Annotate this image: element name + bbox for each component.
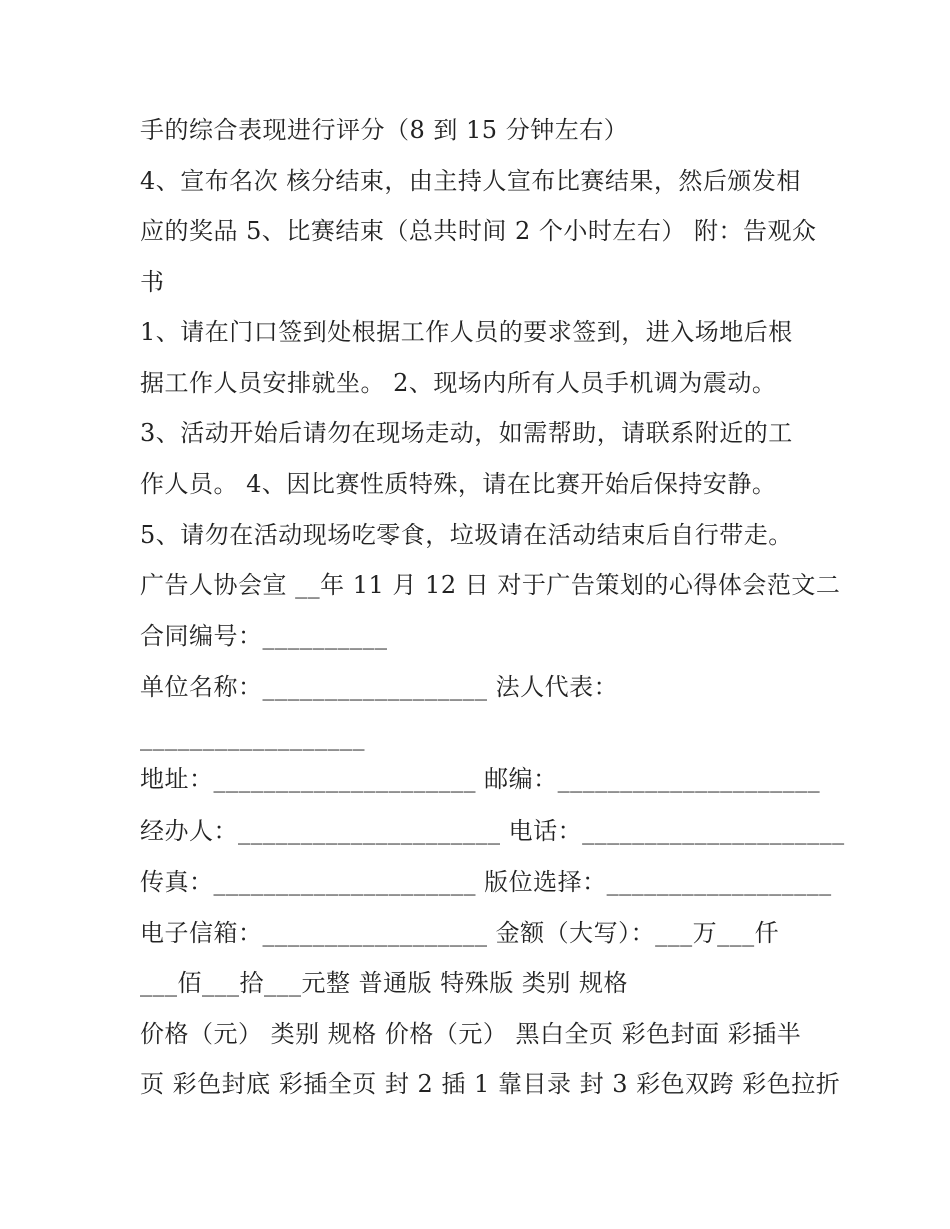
text-line: 传真：_____________________ 版位选择：__________________ xyxy=(140,868,832,896)
text-line: 4、宣布名次 核分结束，由主持人宣布比赛结果，然后颁发相 xyxy=(140,167,801,195)
text-line: 合同编号：__________ xyxy=(140,622,388,650)
text-line: 电子信箱：__________________ 金额（大写）：___万___仟 xyxy=(140,919,780,947)
text-line: 书 xyxy=(140,268,165,296)
text-line: 单位名称：__________________ 法人代表： xyxy=(140,673,619,701)
text-line: 1、请在门口签到处根据工作人员的要求签到，进入场地后根 xyxy=(140,318,793,346)
text-line: 经办人：_____________________ 电话：_____________________ xyxy=(140,817,845,845)
text-line: ___佰___拾___元整 普通版 特殊版 类别 规格 xyxy=(140,969,629,997)
text-line: __________________ xyxy=(140,723,365,751)
text-line: 5、请勿在活动现场吃零食，垃圾请在活动结束后自行带走。 xyxy=(140,521,793,549)
text-line: 3、活动开始后请勿在现场走动，如需帮助，请联系附近的工 xyxy=(140,419,793,447)
text-line: 广告人协会宣 __年 11 月 12 日 对于广告策划的心得体会范文二 xyxy=(140,571,841,599)
text-line: 应的奖品 5、比赛结束（总共时间 2 个小时左右） 附：告观众 xyxy=(140,217,817,245)
text-line: 手的综合表现进行评分（8 到 15 分钟左右） xyxy=(140,116,629,144)
text-line: 据工作人员安排就坐。 2、现场内所有人员手机调为震动。 xyxy=(140,369,777,397)
text-line: 地址：_____________________ 邮编：_____________________ xyxy=(140,765,821,793)
text-line: 页 彩色封底 彩插全页 封 2 插 1 靠目录 封 3 彩色双跨 彩色拉折 xyxy=(140,1070,841,1098)
text-line: 价格（元） 类别 规格 价格（元） 黑白全页 彩色封面 彩插半 xyxy=(140,1020,802,1048)
text-line: 作人员。 4、因比赛性质特殊，请在比赛开始后保持安静。 xyxy=(140,470,777,498)
